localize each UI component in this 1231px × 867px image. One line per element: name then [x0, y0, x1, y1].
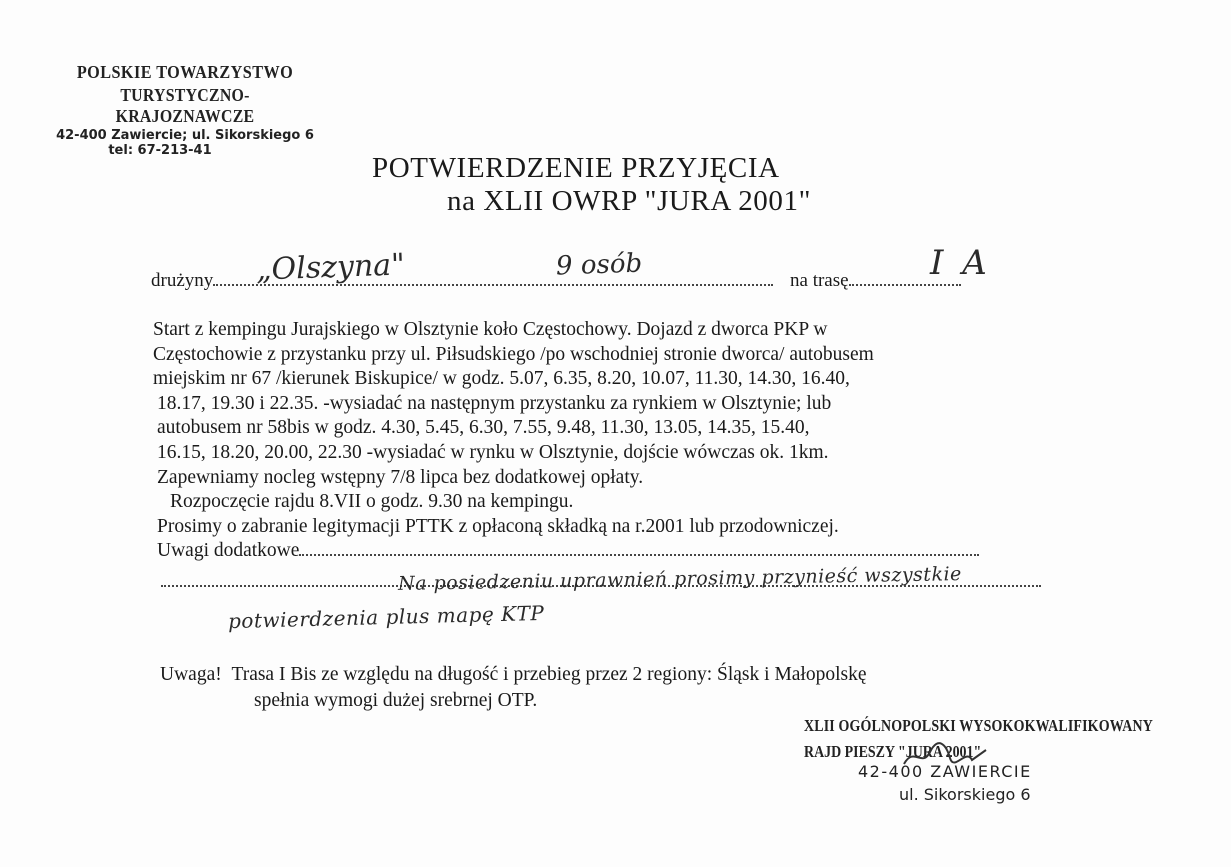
- note-text-1: Trasa I Bis ze względu na długość i przebieg przez 2 regiony: Śląsk i Małopolskę: [231, 664, 867, 685]
- persons-handwritten: 9 osób: [555, 248, 643, 282]
- note-label: Uwaga!: [160, 664, 222, 685]
- remarks-dots-1: [299, 550, 979, 556]
- pttk-stamp: [40, 62, 330, 158]
- team-label: drużyny: [151, 270, 214, 291]
- remarks-line: [153, 539, 1053, 564]
- stamp-bottom-line4: ul. Sikorskiego 6: [899, 785, 1031, 804]
- stamp-top-address: 42-400 Zawiercie; ul. Sikorskiego 6: [56, 128, 314, 143]
- instructions-text: [153, 318, 1053, 595]
- stamp-top-line2: TURYSTYCZNO-KRAJOZNAWCZE: [115, 85, 255, 126]
- body-line: 16.15, 18.20, 20.00, 22.30 -wysiadać w rynku w Olsztynie, dojście wówczas ok. 1km.: [157, 441, 829, 463]
- start-line: Rozpoczęcie rajdu 8.VII o godz. 9.30 na kempingu.: [170, 491, 574, 513]
- document-subtitle: na XLII OWRP "JURA 2001": [447, 185, 812, 217]
- stamp-bottom-line1: XLII OGÓLNOPOLSKI WYSOKOKWALIFIKOWANY: [804, 716, 1153, 735]
- body-line: autobusem nr 58bis w godz. 4.30, 5.45, 6.30, 7.55, 9.48, 11.30, 13.05, 14.35, 15.40,: [157, 417, 810, 439]
- stamp-bottom-line3: 42-400 ZAWIERCIE: [858, 762, 1032, 781]
- body-line: Start z kempingu Jurajskiego w Olsztynie koło Częstochowy. Dojazd z dworca PKP w: [153, 319, 828, 340]
- remarks-handwritten-2: potwierdzenia plus mapę KTP: [227, 600, 545, 634]
- note-text-2: spełnia wymogi dużej srebrnej OTP.: [254, 690, 538, 711]
- body-line: Zapewniamy nocleg wstępny 7/8 lipca bez dodatkowej opłaty.: [157, 466, 644, 488]
- body-line: miejskim nr 67 /kierunek Biskupice/ w godz. 5.07, 6.35, 8.20, 10.07, 11.30, 14.30, 16.40,: [153, 368, 850, 390]
- remarks-handwritten-1: Na posiedzeniu uprawnień prosimy przynieść wszystkie: [397, 563, 962, 595]
- route-label: na trasę: [790, 270, 849, 291]
- route-handwritten: I A: [930, 243, 991, 283]
- remarks-label: Uwagi dodatkowe: [157, 540, 300, 562]
- signature-icon: [900, 738, 990, 774]
- body-line: Częstochowie z przystanku przy ul. Piłsudskiego /po wschodniej stronie dworca/ autobusem: [153, 343, 874, 365]
- stamp-top-phone: tel: 67-213-41: [108, 143, 212, 158]
- document-title: POTWIERDZENIE PRZYJĘCIA: [372, 152, 780, 184]
- body-line: 18.17, 19.30 i 22.35. -wysiadać na następnym przystanku za rynkiem w Olsztynie; lub: [157, 392, 832, 414]
- request-line: Prosimy o zabranie legitymacji PTTK z opłaconą składką na r.2001 lub przodowniczej.: [157, 515, 839, 537]
- team-name-handwritten: „Olszyna": [255, 247, 406, 288]
- stamp-bottom-line2: RAJD PIESZY "JURA 2001": [804, 742, 982, 761]
- note-block: [160, 662, 867, 714]
- stamp-top-line1: POLSKIE TOWARZYSTWO: [76, 62, 294, 82]
- note-line-1: [160, 662, 867, 688]
